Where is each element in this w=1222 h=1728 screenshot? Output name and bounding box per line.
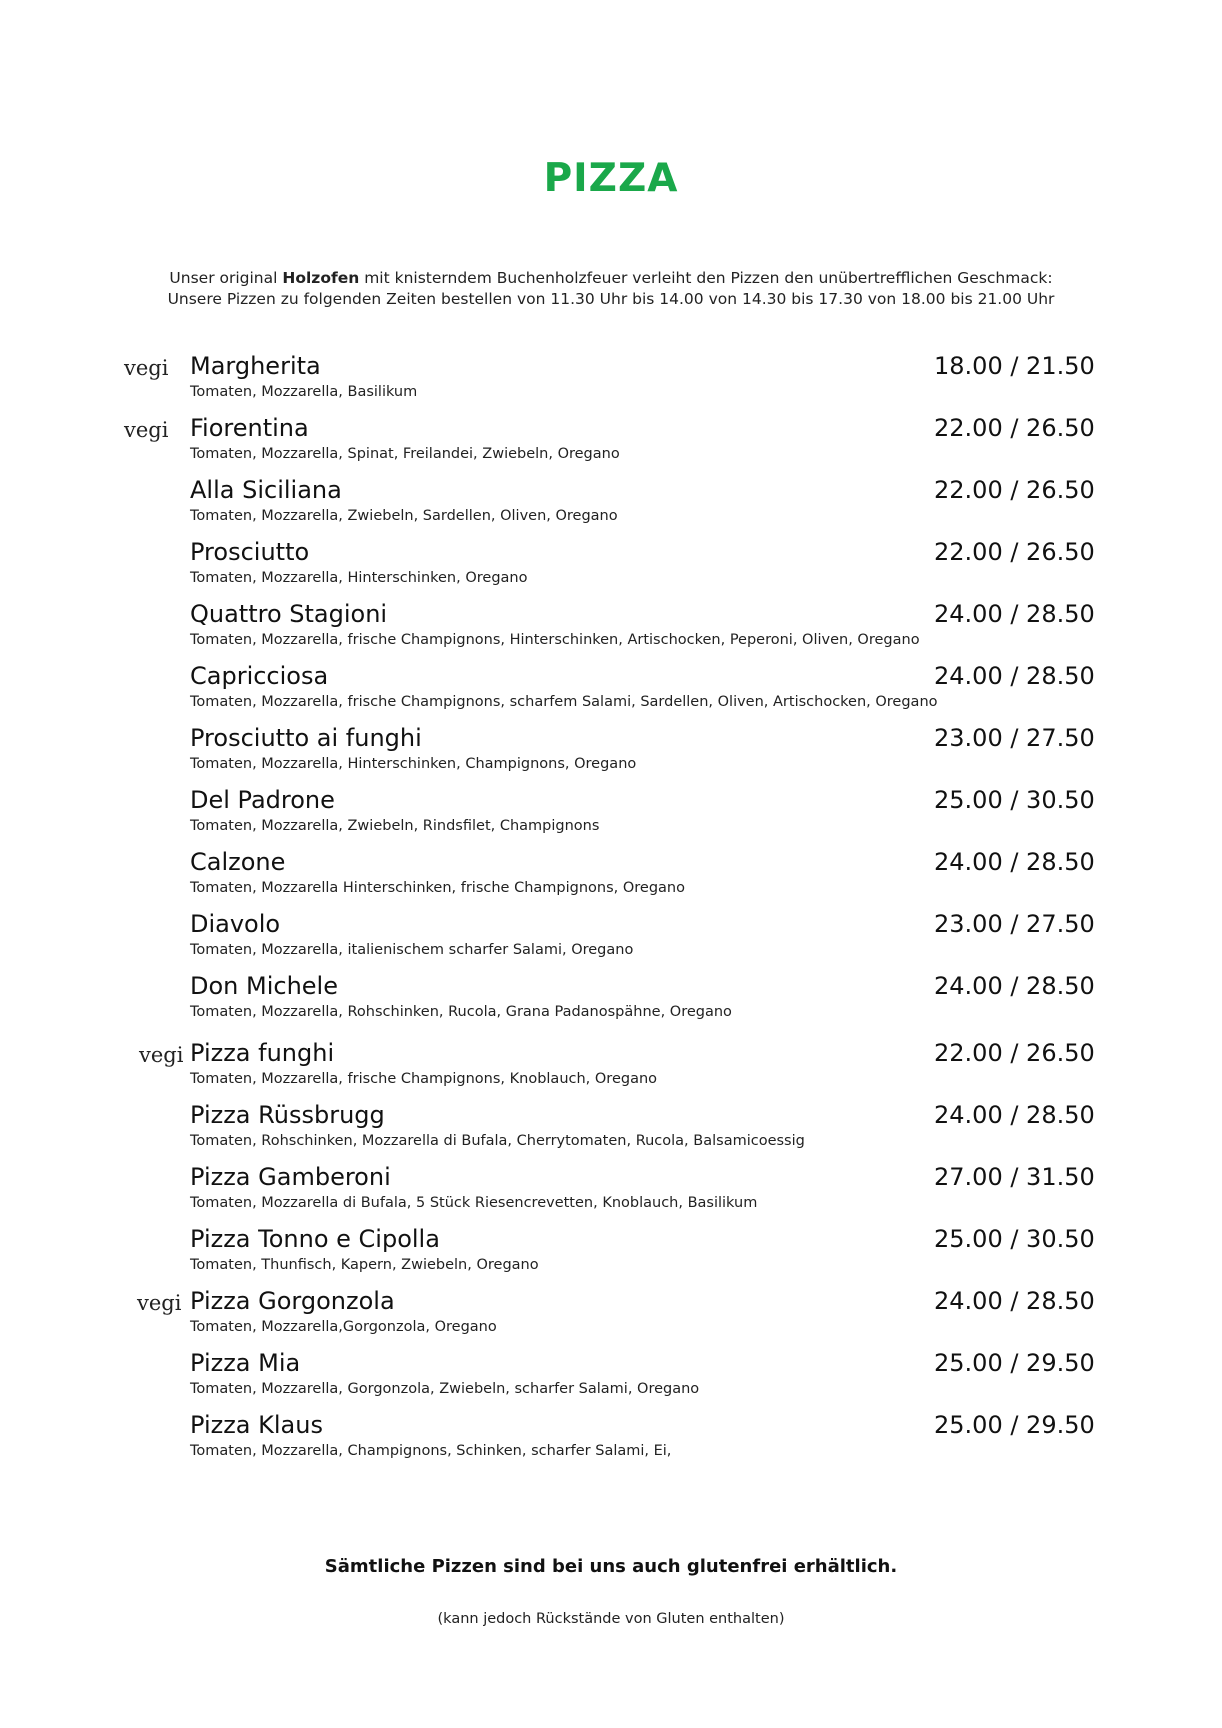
item-price: 25.00 / 30.50: [934, 786, 1095, 814]
item-name: Margherita: [190, 352, 321, 380]
item-description: Tomaten, Mozzarella di Bufala, 5 Stück Riesencrevetten, Knoblauch, Basilikum: [190, 1195, 758, 1211]
item-name: Pizza Mia: [190, 1349, 301, 1377]
intro-line-2: Unsere Pizzen zu folgenden Zeiten bestellen von 11.30 Uhr bis 14.00 von 14.30 bis 17.30 von 18.00 bis 21.00 Uhr: [167, 290, 1055, 308]
menu-item: [0, 1225, 1222, 1281]
item-price: 24.00 / 28.50: [934, 662, 1095, 690]
item-description: Tomaten, Mozzarella, Hinterschinken, Oregano: [190, 570, 528, 586]
menu-item: [0, 910, 1222, 966]
item-price: 24.00 / 28.50: [934, 600, 1095, 628]
item-name: Pizza Klaus: [190, 1411, 323, 1439]
intro-line-1: Unser original Holzofen mit knisterndem Buchenholzfeuer verleiht den Pizzen den unübertrefflichen Geschmack:: [169, 269, 1053, 287]
item-name: Capricciosa: [190, 662, 329, 690]
gluten-disclaimer: (kann jedoch Rückstände von Gluten enthalten): [437, 1611, 785, 1627]
item-description: Tomaten, Mozzarella, Basilikum: [190, 384, 418, 400]
item-description: Tomaten, Mozzarella, Spinat, Freilandei, Zwiebeln, Oregano: [190, 446, 620, 462]
menu-item: [0, 786, 1222, 842]
item-price: 24.00 / 28.50: [934, 1101, 1095, 1129]
item-price: 22.00 / 26.50: [934, 538, 1095, 566]
item-description: Tomaten, Mozzarella Hinterschinken, frische Champignons, Oregano: [190, 880, 685, 896]
item-price: 23.00 / 27.50: [934, 910, 1095, 938]
item-price: 24.00 / 28.50: [934, 972, 1095, 1000]
menu-item: [0, 848, 1222, 904]
item-description: Tomaten, Mozzarella,Gorgonzola, Oregano: [190, 1319, 497, 1335]
item-description: Tomaten, Mozzarella, italienischem scharfer Salami, Oregano: [190, 942, 634, 958]
item-description: Tomaten, Mozzarella, Champignons, Schinken, scharfer Salami, Ei,: [190, 1443, 672, 1459]
page-title: PIZZA: [543, 156, 679, 201]
item-price: 25.00 / 30.50: [934, 1225, 1095, 1253]
menu-item: [0, 1039, 1222, 1095]
item-name: Pizza Rüssbrugg: [190, 1101, 385, 1129]
item-description: Tomaten, Mozzarella, frische Champignons, Hinterschinken, Artischocken, Peperoni, Oliven, Oregano: [190, 632, 920, 648]
item-description: Tomaten, Rohschinken, Mozzarella di Bufala, Cherrytomaten, Rucola, Balsamicoessig: [190, 1133, 805, 1149]
item-name: Prosciutto ai funghi: [190, 724, 422, 752]
item-price: 24.00 / 28.50: [934, 848, 1095, 876]
item-price: 23.00 / 27.50: [934, 724, 1095, 752]
item-name: Pizza Gamberoni: [190, 1163, 391, 1191]
item-description: Tomaten, Mozzarella, frische Champignons, scharfem Salami, Sardellen, Oliven, Artischocken, Oregano: [190, 694, 938, 710]
item-price: 18.00 / 21.50: [934, 352, 1095, 380]
vegi-label: vegi: [137, 1291, 182, 1315]
menu-item: [0, 352, 1222, 408]
gluten-free-note: Sämtliche Pizzen sind bei uns auch glutenfrei erhältlich.: [324, 1556, 898, 1577]
item-name: Alla Siciliana: [190, 476, 342, 504]
item-price: 24.00 / 28.50: [934, 1287, 1095, 1315]
intro-text: [0, 268, 1222, 310]
item-name: Calzone: [190, 848, 286, 876]
menu-item: [0, 1163, 1222, 1219]
item-name: Pizza Tonno e Cipolla: [190, 1225, 440, 1253]
menu-item: [0, 414, 1222, 470]
menu-item: [0, 1349, 1222, 1405]
menu-item: [0, 724, 1222, 780]
item-price: 22.00 / 26.50: [934, 1039, 1095, 1067]
item-description: Tomaten, Mozzarella, Rohschinken, Rucola, Grana Padanospähne, Oregano: [190, 1004, 732, 1020]
item-description: Tomaten, Thunfisch, Kapern, Zwiebeln, Oregano: [190, 1257, 539, 1273]
intro-highlight: Holzofen: [282, 269, 360, 287]
item-description: Tomaten, Mozzarella, frische Champignons, Knoblauch, Oregano: [190, 1071, 658, 1087]
item-price: 25.00 / 29.50: [934, 1349, 1095, 1377]
item-price: 27.00 / 31.50: [934, 1163, 1095, 1191]
item-name: Del Padrone: [190, 786, 335, 814]
item-name: Don Michele: [190, 972, 338, 1000]
item-name: Pizza funghi: [190, 1039, 335, 1067]
menu-item: [0, 1287, 1222, 1343]
vegi-label: vegi: [124, 418, 169, 442]
item-name: Diavolo: [190, 910, 281, 938]
vegi-label: vegi: [124, 356, 169, 380]
item-description: Tomaten, Mozzarella, Zwiebeln, Sardellen, Oliven, Oregano: [190, 508, 618, 524]
item-description: Tomaten, Mozzarella, Zwiebeln, Rindsfilet, Champignons: [190, 818, 600, 834]
menu-item: [0, 538, 1222, 594]
item-name: Prosciutto: [190, 538, 310, 566]
menu-item: [0, 1101, 1222, 1157]
item-name: Pizza Gorgonzola: [190, 1287, 395, 1315]
item-price: 22.00 / 26.50: [934, 476, 1095, 504]
menu-item: [0, 476, 1222, 532]
item-name: Quattro Stagioni: [190, 600, 388, 628]
item-name: Fiorentina: [190, 414, 309, 442]
item-price: 25.00 / 29.50: [934, 1411, 1095, 1439]
menu-item: [0, 972, 1222, 1028]
vegi-label: vegi: [139, 1043, 184, 1067]
item-price: 22.00 / 26.50: [934, 414, 1095, 442]
menu-item: [0, 662, 1222, 718]
menu-item: [0, 1411, 1222, 1467]
item-description: Tomaten, Mozzarella, Hinterschinken, Champignons, Oregano: [190, 756, 637, 772]
menu-item: [0, 600, 1222, 656]
item-description: Tomaten, Mozzarella, Gorgonzola, Zwiebeln, scharfer Salami, Oregano: [190, 1381, 700, 1397]
